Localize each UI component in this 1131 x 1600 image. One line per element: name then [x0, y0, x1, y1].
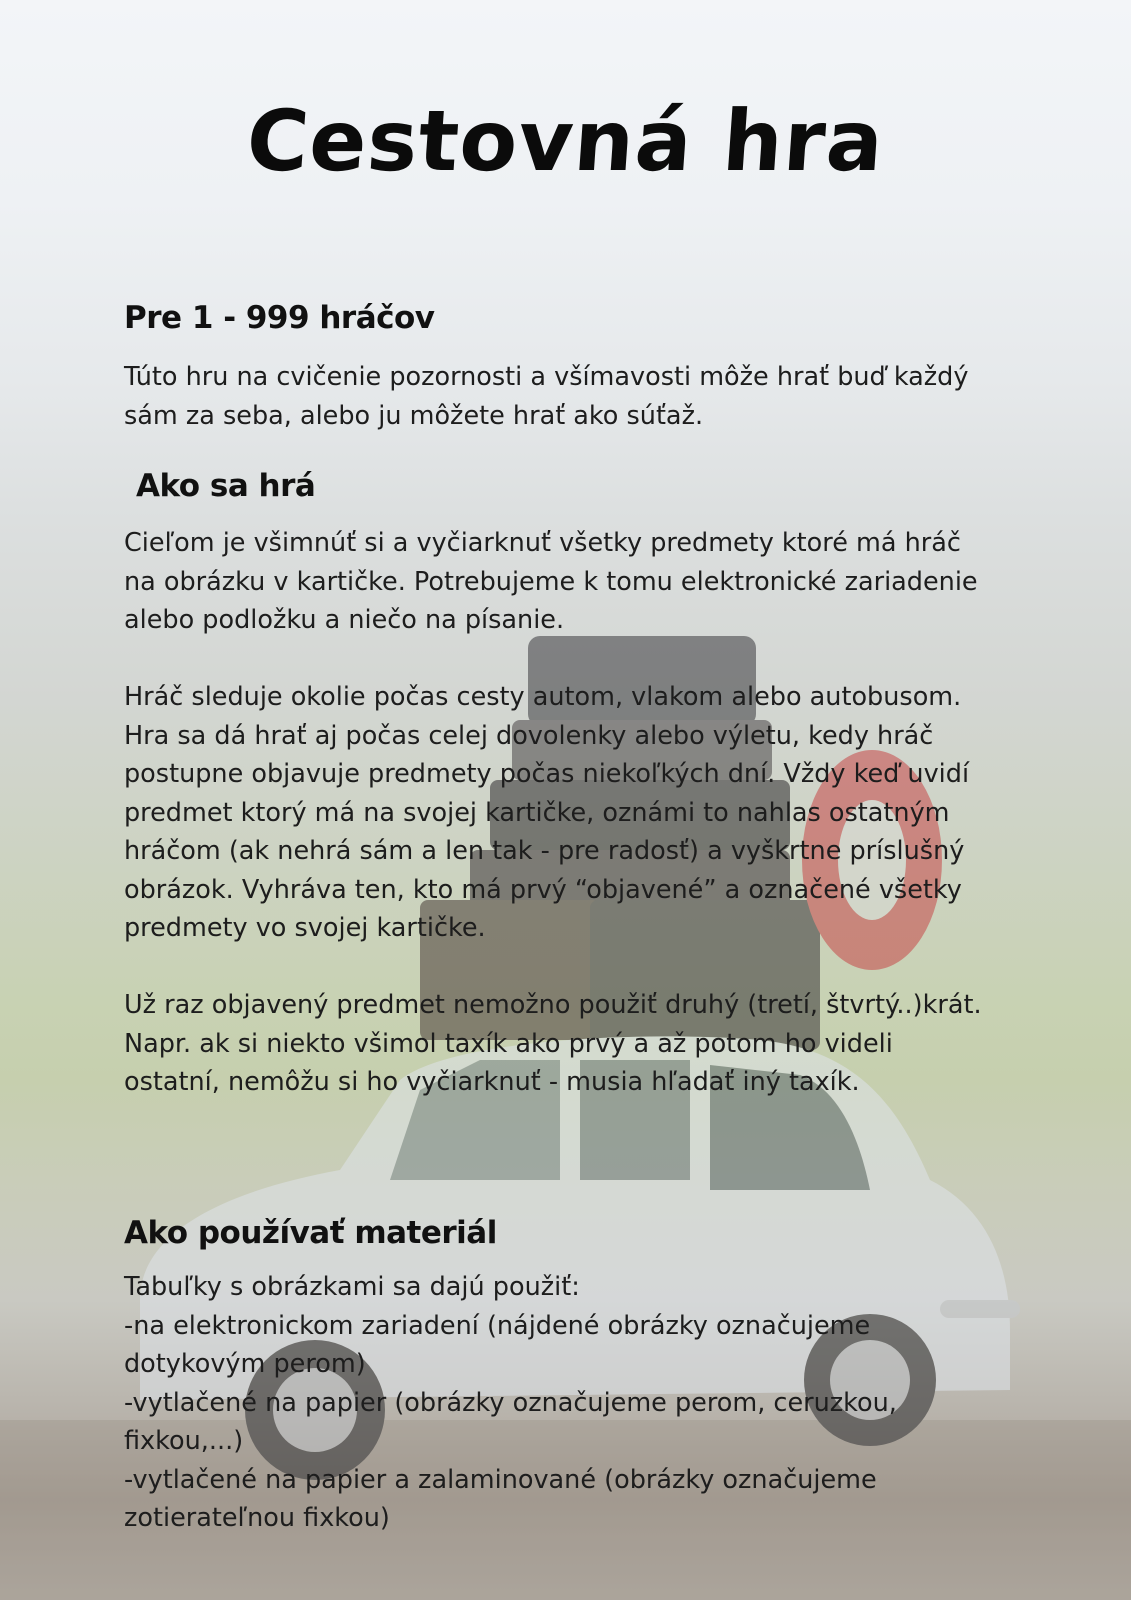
text-line: fixkou,...) — [124, 1426, 244, 1456]
text-line: zotierateľnou fixkou) — [124, 1503, 390, 1533]
text-line: sám za seba, alebo ju môžete hrať ako súťaž. — [124, 400, 704, 431]
section-paragraph-goal — [124, 524, 1024, 640]
text-line: Túto hru na cvičenie pozornosti a všímavosti môže hrať buď každý — [124, 362, 969, 392]
text-line: Už raz objavený predmet nemožno použiť druhý (tretí, štvrtý..)krát. — [124, 990, 982, 1020]
text-line: Tabuľky s obrázkami sa dajú použiť: — [124, 1272, 580, 1302]
text-line: obrázok. Vyhráva ten, kto má prvý “objavené” a označené všetky — [124, 874, 962, 905]
section-paragraph-rules — [124, 678, 1024, 948]
text-line: na obrázku v kartičke. Potrebujeme k tomu elektronické zariadenie — [124, 566, 978, 597]
text-line: predmet ktorý má na svojej kartičke, oznámi to nahlas ostatným — [124, 797, 950, 828]
text-line: Napr. ak si niekto všimol taxík ako prvý a až potom ho videli — [124, 1028, 893, 1059]
section-paragraph-material — [124, 1268, 1024, 1538]
text-line: Hra sa dá hrať aj počas celej dovolenky alebo výletu, kedy hráč — [124, 720, 934, 751]
section-paragraph-intro — [124, 358, 1024, 435]
text-line: Cieľom je všimnúť si a vyčiarknuť všetky predmety ktoré má hráč — [124, 528, 961, 558]
section-heading-material: Ako používať materiál — [124, 1215, 497, 1251]
text-line: predmety vo svojej kartičke. — [124, 913, 486, 943]
text-line: hráčom (ak nehrá sám a len tak - pre radosť) a vyškrtne príslušný — [124, 836, 965, 866]
text-line: postupne objavuje predmety počas niekoľkých dní. Vždy keď uvidí — [124, 759, 970, 789]
page-title: Cestovná hra — [243, 92, 888, 190]
section-heading-how-to-play: Ako sa hrá — [136, 468, 316, 504]
text-line: ostatní, nemôžu si ho vyčiarknuť - musia hľadať iný taxík. — [124, 1067, 860, 1097]
text-line: dotykovým perom) — [124, 1349, 366, 1379]
section-paragraph-note — [124, 986, 1024, 1102]
text-line: Hráč sleduje okolie počas cesty autom, vlakom alebo autobusom. — [124, 682, 962, 712]
text-line: -vytlačené na papier a zalaminované (obrázky označujeme — [124, 1464, 877, 1495]
section-heading-players: Pre 1 - 999 hráčov — [124, 300, 435, 336]
text-line: -vytlačené na papier (obrázky označujeme perom, ceruzkou, — [124, 1387, 897, 1418]
text-line: -na elektronickom zariadení (nájdené obrázky označujeme — [124, 1310, 871, 1341]
text-line: alebo podložku a niečo na písanie. — [124, 605, 565, 635]
